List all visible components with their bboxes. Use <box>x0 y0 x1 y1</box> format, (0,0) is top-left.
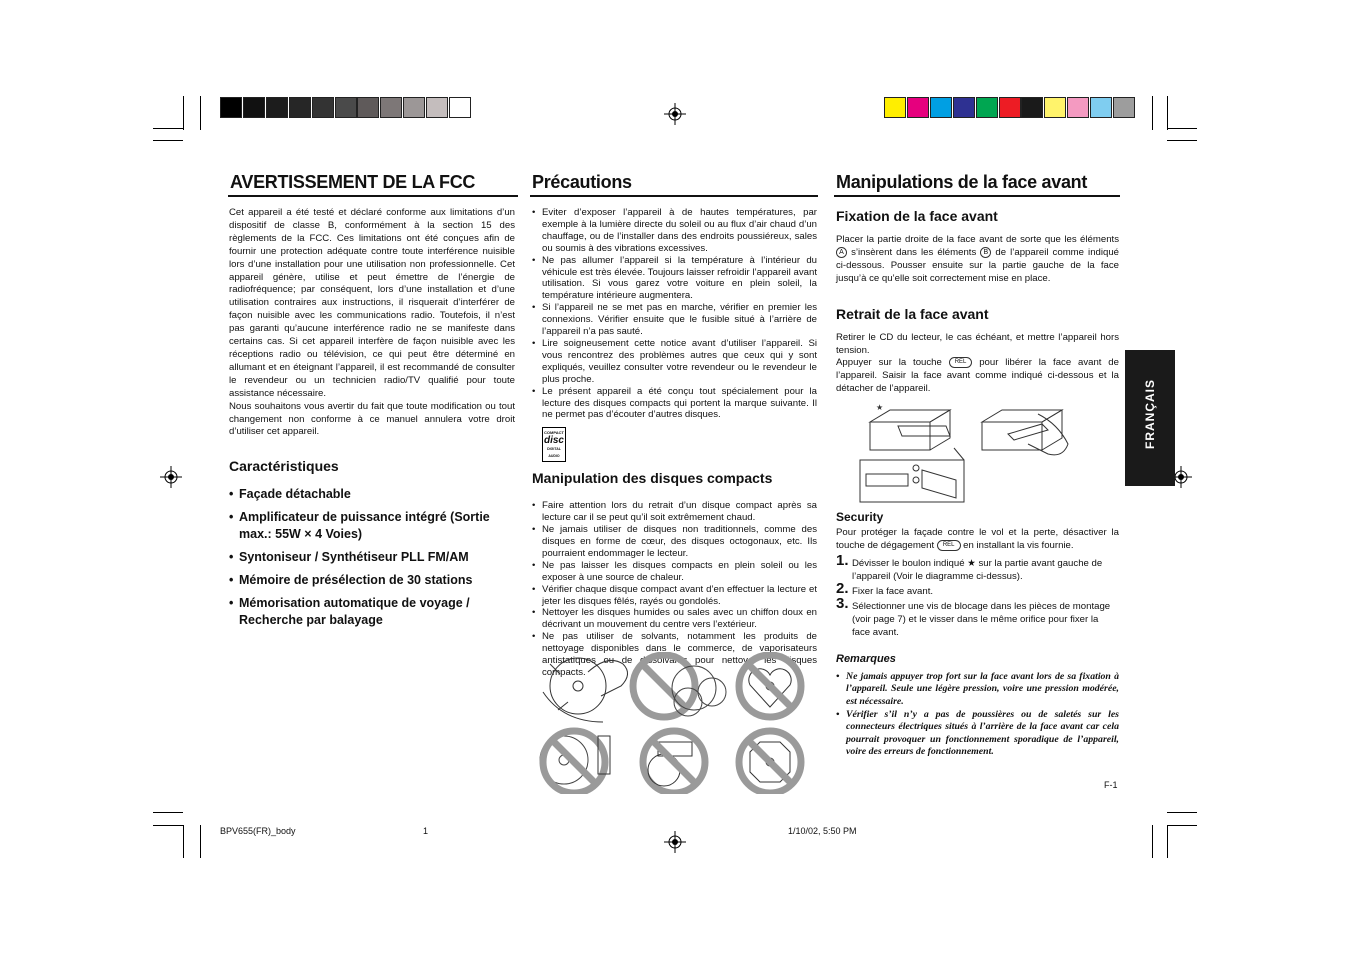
fcc-column <box>229 207 515 635</box>
remarks-heading: Remarques <box>836 652 896 665</box>
precautions-heading: Précautions <box>532 172 632 192</box>
retrait-text-2b: pour libérer la face avant de l’appareil. Saisir la face avant comme indiqué ci-dessous et la détacher de l’appareil. <box>836 357 1119 395</box>
features-list <box>229 486 515 629</box>
heading-rule <box>834 195 1120 197</box>
prohibited-solvent-illustration <box>540 731 610 793</box>
security-heading: Security <box>836 510 884 524</box>
front-panel-column <box>836 208 1119 396</box>
fixation-text-b: s’insèrent dans les éléments <box>851 246 977 258</box>
precautions-column <box>532 207 817 679</box>
security-step <box>836 594 1119 639</box>
color-swatch <box>289 97 311 118</box>
color-swatch <box>312 97 334 118</box>
retrait-text-2 <box>836 357 1119 396</box>
step-text: Sélectionner une vis de blocage dans les pièces de montage (voir page 7) et le visser dans le même orifice pour fixer la face avant. <box>852 600 1111 638</box>
prohibited-heart-disc-illustration <box>739 655 801 717</box>
color-swatch <box>220 97 242 118</box>
footer-date: 1/10/02, 5:50 PM <box>788 826 857 836</box>
color-swatch <box>884 97 906 118</box>
precaution-item: • Le présent appareil a été conçu tout spécialement pour la lecture des disques compacts qui portent la marque suivante. Il ne permet pas d’écouter d’autres disques. <box>532 386 817 422</box>
fixation-text <box>836 234 1119 286</box>
features-heading: Caractéristiques <box>229 458 339 475</box>
security-text-a: Pour protéger la façade contre le vol et la perte, désactiver la touche de dégagement <box>836 527 1119 551</box>
color-swatch <box>449 97 471 118</box>
prohibited-octagon-disc-illustration <box>739 731 801 793</box>
retrait-text-2a: Appuyer sur la touche <box>836 357 942 369</box>
color-swatch <box>1090 97 1112 118</box>
fixation-heading: Fixation de la face avant <box>836 208 998 224</box>
element-b-mark: B <box>980 247 991 258</box>
compact-disc-logo <box>542 427 566 462</box>
fixation-text-a: Placer la partie droite de la face avant de sorte que les éléments <box>836 234 1119 245</box>
step-number: 2. <box>836 579 849 597</box>
security-step <box>836 579 1119 598</box>
color-swatch <box>426 97 448 118</box>
precaution-item: • Lire soigneusement cette notice avant d’utiliser l’appareil. Si vous rencontrez des problèmes autres que ceux qui y sont expliqués, veuillez consulter votre revendeur ou le revendeur le plus proche. <box>532 338 817 386</box>
precaution-item: • Ne pas allumer l’appareil si la température à l’intérieur du véhicule est très élevée. Toujours laisser refroidir l’appareil avant utilisation. Si vous garez votre voiture en plein soleil, la température intérieure augmentera. <box>532 255 817 303</box>
color-swatch <box>1067 97 1089 118</box>
disc-handling-heading: Manipulation des disques compacts <box>532 470 773 487</box>
feature-item: • Façade détachable <box>229 486 515 503</box>
precaution-item: • Eviter d’exposer l’appareil à de hautes températures, par exemple à la lumière directe du soleil ou au flux d’air chaud d’un chauffage, ou de l’installer dans des endroits poussiéreux, sales ou soumis à des vibrations excessives. <box>532 207 817 255</box>
color-swatch <box>953 97 975 118</box>
disc-handling-item: • Ne pas laisser les disques compacts en plein soleil ou les exposer à une source de chaleur. <box>532 560 817 584</box>
heading-rule <box>228 195 518 197</box>
security-text <box>836 527 1119 553</box>
step-number: 1. <box>836 551 849 569</box>
security-steps <box>836 551 1119 639</box>
disc-handling-item: • Ne jamais utiliser de disques non traditionnels, comme des disques en forme de cœur, des disques octogonaux, etc. Ils pourraient endommager le lecteur. <box>532 524 817 560</box>
heading-rule <box>530 195 818 197</box>
disc-cleaning-illustration <box>543 658 628 722</box>
front-panel-removal-illustration <box>858 404 1083 504</box>
feature-item: • Amplificateur de puissance intégré (Sortie max.: 55W × 4 Voies) <box>229 509 515 543</box>
rel-key: REL <box>937 540 961 551</box>
fcc-text: Cet appareil a été testé et déclaré conforme aux limitations d’un dispositif de classe B, conformément à la section 15 des règlements de la FCC. Ces limitations ont été conçues afin de fournir une protection adéquate contre toute interférence nuisible lors d’une installation pour une utilisation non professionnelle. Cet appareil génère, utilise et peut émettre de l’énergie de radiofréquence; par conséquent, lors d’une installation et d’une utilisation contraires aux instructions, il risquerait d’interférer de façon nuisible avec les communications radio. Toutefois, il n’est pas garanti qu’aucune interférence radio ne se manifeste dans certains cas. Si cet appareil interfère de façon nuisible avec les réceptions radio ou télévision, ce qui peut être déterminé en allumant et en éteignant l’appareil, il est recommandé de consulter le revendeur ou un technicien radio/TV qualifié pour toute assistance nécessaire. <box>229 207 515 399</box>
precautions-list <box>532 207 817 421</box>
feature-item: • Mémoire de présélection de 30 stations <box>229 572 515 589</box>
footer-page: 1 <box>423 826 429 836</box>
color-swatch <box>335 97 357 118</box>
color-swatch <box>266 97 288 118</box>
disc-handling-item: • Nettoyer les disques humides ou sales avec un chiffon doux en décrivant un mouvement du centre vers l’extérieur. <box>532 607 817 631</box>
color-swatch <box>976 97 998 118</box>
step-text: Fixer la face avant. <box>852 585 934 597</box>
disc-handling-item: • Ne pas utiliser de solvants, notamment les produits de nettoyage disponibles dans le commerce, de vaporisateurs antistatiques ou de dissolvants pour nettoyer les disques compacts. <box>532 631 817 679</box>
cd-logo-bottom: DIGITAL AUDIO <box>547 447 561 459</box>
fixation-text-c: de l’appareil comme indiqué ci-dessous. Pousser ensuite sur la partie gauche de la face jusqu’à ce qu’elle soit correctement mise en place. <box>836 246 1119 284</box>
color-swatch <box>1021 97 1043 118</box>
front-panel-heading: Manipulations de la face avant <box>836 172 1088 192</box>
feature-item: • Syntoniseur / Synthétiseur PLL FM/AM <box>229 549 515 566</box>
fcc-text-2: Nous souhaitons vous avertir du fait que toute modification ou tout changement non conforme à ce manuel annulera votre droit d’utiliser cet appareil. <box>229 400 515 438</box>
retrait-text-1: Retirer le CD du lecteur, le cas échéant, et mettre l’appareil hors tension. <box>836 331 1119 356</box>
precaution-item: • Si l’appareil ne se met pas en marche, vérifier en premier les connexions. Vérifier ensuite que le fusible situé à l’arrière de l’appareil n’a pas sauté. <box>532 302 817 338</box>
disc-handling-illustrations <box>538 652 810 794</box>
disc-handling-item: • Vérifier chaque disque compact avant d’en effectuer la lecture et jeter les disques fêlés, rayés ou gondolés. <box>532 584 817 608</box>
retrait-heading: Retrait de la face avant <box>836 305 989 322</box>
disc-handling-item: • Faire attention lors du retrait d’un disque compact après sa lecture car il se peut qu’il soit extrêmement chaud. <box>532 500 817 524</box>
color-swatch <box>403 97 425 118</box>
cd-logo-mid: disc <box>543 435 564 447</box>
registration-mark-icon <box>664 831 686 853</box>
rel-key: REL <box>949 357 973 368</box>
fcc-heading: AVERTISSEMENT DE LA FCC <box>230 172 476 192</box>
svg-text:★: ★ <box>876 404 884 412</box>
remark-item: • Ne jamais appuyer trop fort sur la face avant lors de sa fixation à l’appareil. Seule une légère pression, voire une pression modérée, est nécessaire. <box>836 671 1119 709</box>
page-number: F-1 <box>1104 780 1118 790</box>
prohibited-circular-wipe-illustration <box>633 655 726 717</box>
color-swatch <box>907 97 929 118</box>
prohibited-record-spray-illustration <box>643 731 705 793</box>
color-swatch <box>1113 97 1135 118</box>
step-number: 3. <box>836 594 849 612</box>
feature-item: • Mémorisation automatique de voyage / Recherche par balayage <box>229 595 515 629</box>
registration-mark-icon <box>160 466 182 488</box>
registration-mark-icon <box>664 103 686 125</box>
color-swatch <box>357 97 379 118</box>
security-step <box>836 551 1119 583</box>
footer-file: BPV655(FR)_body <box>220 826 296 836</box>
cd-logo-top: COMPACT <box>544 430 564 436</box>
color-swatch <box>380 97 402 118</box>
language-tab-label: FRANÇAIS <box>1143 379 1157 449</box>
step-text: Dévisser le boulon indiqué ★ sur la partie avant gauche de l’appareil (Voir le diagramme ci-dessus). <box>852 557 1103 582</box>
color-swatch <box>999 97 1021 118</box>
remarks-list <box>836 671 1119 759</box>
color-swatch <box>930 97 952 118</box>
security-text-b: en installant la vis fournie. <box>963 539 1074 551</box>
element-a-mark: A <box>836 247 847 258</box>
color-swatch <box>243 97 265 118</box>
security-section <box>836 510 1119 759</box>
remark-item: • Vérifier s’il n’y a pas de poussières ou de saletés sur les connecteurs électriques situés à l’arrière de la face avant car cela pourrait provoquer un fonctionnement sporadique de l’appareil, voire des erreurs de fonctionnement. <box>836 709 1119 759</box>
color-swatch <box>1044 97 1066 118</box>
